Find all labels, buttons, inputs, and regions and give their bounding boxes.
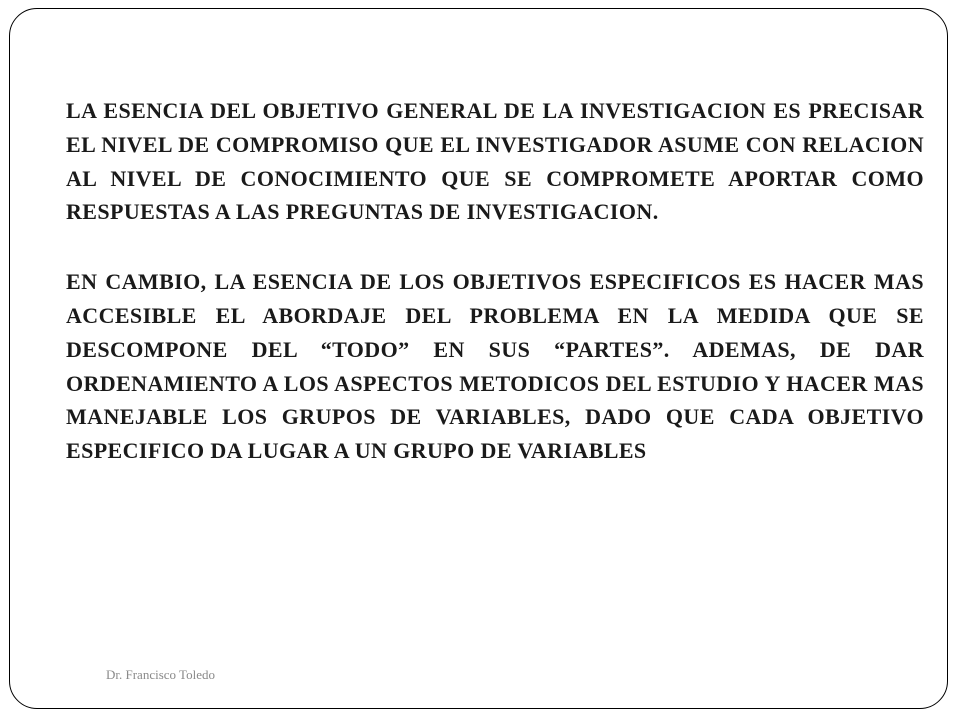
slide-content: [66, 94, 924, 468]
slide-footer-author: Dr. Francisco Toledo: [106, 667, 215, 682]
specific-objectives-paragraph: EN CAMBIO, LA ESENCIA DE LOS OBJETIVOS ESPECIFICOS ES HACER MAS ACCESIBLE EL ABORDAJE DEL PROBLEMA EN LA MEDIDA QUE SE DESCOMPONE DEL “TODO” EN SUS “PARTES”. ADEMAS, DE DAR ORDENAMIENTO A LOS ASPECTOS METODICOS DEL ESTUDIO Y HACER MAS MANEJABLE LOS GRUPOS DE VARIABLES, DADO QUE CADA OBJETIVO ESPECIFICO DA LUGAR A UN GRUPO DE VARIABLES: [66, 269, 924, 464]
general-objective-paragraph: LA ESENCIA DEL OBJETIVO GENERAL DE LA INVESTIGACION ES PRECISAR EL NIVEL DE COMPROMISO QUE EL INVESTIGADOR ASUME CON RELACION AL NIVEL DE CONOCIMIENTO QUE SE COMPROMETE APORTAR COMO RESPUESTAS A LAS PREGUNTAS DE INVESTIGACION.: [66, 98, 924, 225]
